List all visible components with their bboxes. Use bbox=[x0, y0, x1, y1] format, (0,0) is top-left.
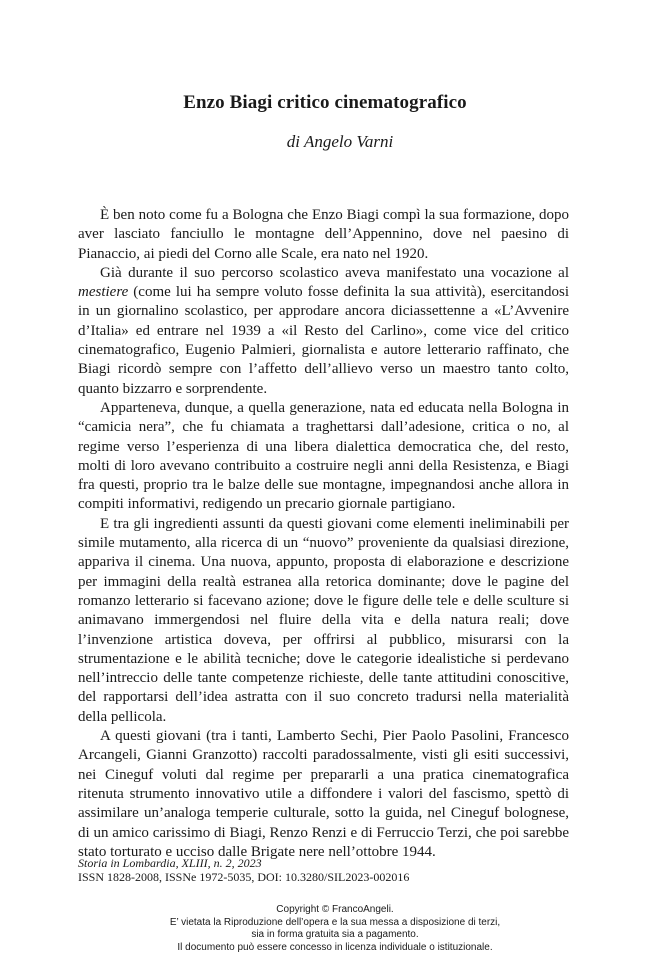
footer-citation bbox=[78, 856, 409, 884]
issn-doi-line: ISSN 1828-2008, ISSNe 1972-5035, DOI: 10.3280/SIL2023-002016 bbox=[78, 870, 410, 884]
paragraph-4 bbox=[78, 515, 569, 727]
paragraph-text-continued: (come lui ha sempre voluto fosse definita la sua attività), esercitandosi in un giornalino scolastico, per approdare ancora diciassettenne a «L’Avvenire d’Italia» ed entrare nel 1939 a «il Resto del Carlino», come vice del critico cinematografico, Eugenio Palmieri, giornalista e autore letterario raffinato, che Biagi ricordò sempre con l’affetto dell’allievo verso un maestro tanto colto, quanto bizzarro e sorprendente. bbox=[78, 284, 569, 397]
journal-reference: Storia in Lombardia, XLIII, n. 2, 2023 bbox=[78, 856, 262, 870]
paragraph-2 bbox=[78, 264, 569, 399]
copyright-line: Il documento può essere concesso in licenza individuale o istituzionale. bbox=[177, 941, 493, 953]
emphasized-word: mestiere bbox=[78, 284, 129, 301]
paragraph-text: Apparteneva, dunque, a quella generazione, nata ed educata nella Bologna in “camicia nera”, che fu chiamata a traghettarsi dall’adesione, critica o no, al regime verso l’esperienza di una libera dialettica democratica che, del resto, molti di loro avevano contribuito a costruire negli anni della Resistenza, e Biagi fra questi, proprio tra le balze delle sue montagne, impegnandosi anche allora in compiti informativi, redigendo un precario giornale partigiano. bbox=[78, 399, 569, 513]
paragraph-text: Già durante il suo percorso scolastico aveva manifestato una vocazione al bbox=[100, 264, 569, 281]
paragraph-3 bbox=[78, 399, 569, 515]
article-author: di Angelo Varni bbox=[286, 132, 394, 151]
copyright-line: Copyright © FrancoAngeli. bbox=[276, 904, 394, 915]
article-body bbox=[78, 206, 569, 862]
paragraph-5 bbox=[78, 727, 569, 862]
copyright-notice bbox=[0, 904, 650, 954]
paragraph-text: E tra gli ingredienti assunti da questi giovani come elementi ineliminabili per simile mutamento, alla ricerca di un “nuovo” proveniente da qualsiasi direzione, appariva il cinema. Una nuova, appunto, proposta di elaborazione e descrizione per immagini della realtà estranea alla retorica dominante; dove le pagine del romanzo letterario si facevano azione; dove le figure delle tele e delle sculture si animavano immergendosi nel fluire della vita e della natura reali; dove l’invenzione artistica doveva, per offrirsi al pubblico, misurarsi con la strumentazione e le abilità tecniche; dove le categorie idealistiche si perdevano nell’intreccio delle tante competenze richieste, delle tante attitudini conoscitive, del rapportarsi dell’idea astratta con il suo concreto tradursi nella materialità della pellicola. bbox=[78, 515, 569, 725]
paragraph-text: A questi giovani (tra i tanti, Lamberto Sechi, Pier Paolo Pasolini, Francesco Arcangeli, Gianni Granzotto) raccolti paradossalmente, visti gli esiti successivi, nei Cineguf voluti dal regime per prepararli a una pratica cinematografica ritenuta strumento innovativo utile a diffondere i valori del fascismo, spettò di assimilare un’analoga temperie culturale, sotto la guida, nel Cineguf bolognese, di un amico carissimo di Biagi, Renzo Renzi e di Ferruccio Terzi, che poi sarebbe stato torturato e ucciso dalle Brigate nere nell’ottobre 1944. bbox=[78, 728, 569, 860]
copyright-line: E’ vietata la Riproduzione dell’opera e la sua messa a disposizione di terzi, bbox=[169, 916, 501, 928]
copyright-line: sia in forma gratuita sia a pagamento. bbox=[251, 929, 419, 940]
paragraph-text: È ben noto come fu a Bologna che Enzo Biagi compì la sua formazione, dopo aver lasciato fanciullo le montagne dell’Appennino, dove nel paesino di Pianaccio, ai piedi del Corno alle Scale, era nato nel 1920. bbox=[78, 207, 569, 262]
article-title: Enzo Biagi critico cinematografico bbox=[183, 92, 467, 113]
paragraph-1 bbox=[78, 206, 569, 264]
